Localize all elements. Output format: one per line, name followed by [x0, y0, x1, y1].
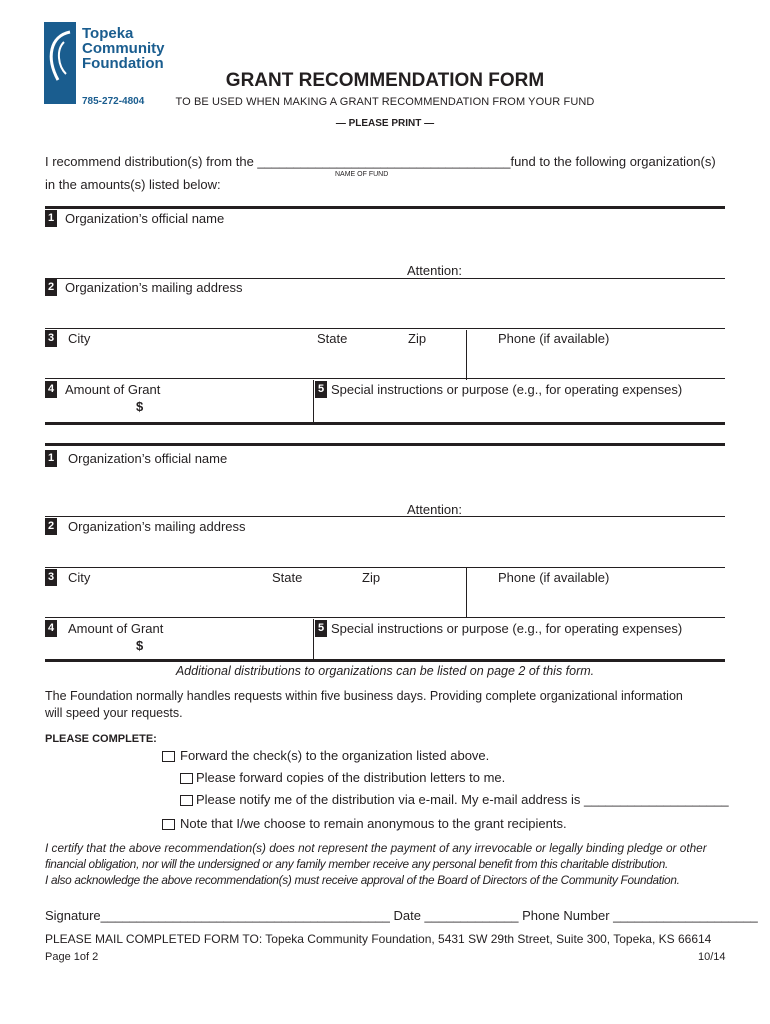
certify-line-3: I also acknowledge the above recommendation(s) must receive approval of the Board of Directors of the Community Foundation. [45, 873, 680, 887]
org1-mailing-address-label: Organization’s mailing address [65, 280, 243, 295]
please-complete-heading: PLEASE COMPLETE: [45, 733, 157, 745]
forward-copies-checkbox[interactable] [180, 773, 193, 784]
anonymous-checkbox[interactable] [162, 819, 175, 830]
org2-state-label: State [272, 570, 303, 585]
org2-attention-label: Attention: [407, 502, 462, 517]
org2-phone-label: Phone (if available) [498, 570, 610, 585]
intro-line-1: I recommend distribution(s) from the ___________________________________fund to the following organization(s) [45, 154, 716, 169]
org1-num-4: 4 [45, 381, 57, 398]
org2-bottom-rule [45, 659, 725, 662]
notify-email-checkbox[interactable] [180, 795, 193, 806]
org1-rule-2 [45, 278, 725, 279]
org2-rule-2 [45, 516, 725, 517]
org1-phone-label: Phone (if available) [498, 331, 610, 346]
org2-rule-4 [45, 617, 725, 618]
org2-special-divider [313, 619, 314, 661]
org2-special-label: Special instructions or purpose (e.g., for operating expenses) [331, 621, 683, 636]
org1-num-3: 3 [45, 330, 57, 347]
org2-num-1: 1 [45, 450, 57, 467]
org1-official-name-label: Organization’s official name [65, 211, 225, 226]
form-subtitle: TO BE USED WHEN MAKING A GRANT RECOMMENDATION FROM YOUR FUND [175, 96, 595, 108]
foundation-note-2: will speed your requests. [45, 706, 183, 720]
org2-num-5: 5 [315, 620, 327, 637]
org1-top-rule [45, 206, 725, 209]
notify-email-label: Please notify me of the distribution via e-mail. My e-mail address is ____________________ [196, 792, 729, 807]
org2-amount-label: Amount of Grant [68, 621, 164, 636]
fund-name-caption: NAME OF FUND [335, 171, 389, 178]
foundation-note-1: The Foundation normally handles requests within five business days. Providing complete organizational information [45, 689, 683, 703]
org1-state-label: State [317, 331, 348, 346]
org2-zip-label: Zip [362, 570, 381, 585]
org1-num-2: 2 [45, 279, 57, 296]
org1-zip-label: Zip [408, 331, 427, 346]
org2-num-4: 4 [45, 620, 57, 637]
forward-copies-label: Please forward copies of the distribution letters to me. [196, 770, 506, 785]
org1-num-1: 1 [45, 210, 57, 227]
org2-phone-divider [466, 568, 467, 618]
org1-dollar-sign: $ [136, 399, 144, 414]
org1-special-label: Special instructions or purpose (e.g., for operating expenses) [331, 382, 683, 397]
form-date: 10/14 [698, 951, 726, 963]
org1-rule-4 [45, 378, 725, 379]
signature-line: Signature________________________________________ Date _____________ Phone Number ____________________ [45, 908, 758, 923]
org1-bottom-rule [45, 422, 725, 425]
org1-rule-3 [45, 328, 725, 329]
org1-city-label: City [68, 331, 91, 346]
org2-top-rule [45, 443, 725, 446]
anonymous-label: Note that I/we choose to remain anonymous to the grant recipients. [180, 816, 567, 831]
org1-phone-divider [466, 330, 467, 380]
logo-phone: 785-272-4804 [82, 96, 145, 107]
page-number: Page 1of 2 [45, 951, 99, 963]
org2-dollar-sign: $ [136, 638, 144, 653]
forward-checks-checkbox[interactable] [162, 751, 175, 762]
mail-to-line: PLEASE MAIL COMPLETED FORM TO: Topeka Community Foundation, 5431 SW 29th Street, Suite 300, Topeka, KS 66614 [45, 932, 712, 946]
intro-line-2: in the amounts(s) listed below: [45, 177, 221, 192]
org2-mailing-address-label: Organization’s mailing address [68, 519, 246, 534]
org2-city-label: City [68, 570, 91, 585]
certify-line-2: financial obligation, nor will the undersigned or any family member receive any personal benefit from this charitable distribution. [45, 857, 668, 871]
org1-special-divider [313, 380, 314, 422]
forward-checks-label: Forward the check(s) to the organization listed above. [180, 748, 490, 763]
certify-line-1: I certify that the above recommendation(s) does not represent the payment of any irrevocable or legally binding pledge or other [45, 841, 707, 855]
org1-num-5: 5 [315, 381, 327, 398]
org2-rule-3 [45, 567, 725, 568]
logo-wordmark: Topeka Community Foundation [82, 25, 165, 72]
org1-attention-label: Attention: [407, 263, 462, 278]
additional-note: Additional distributions to organizations can be listed on page 2 of this form. [175, 664, 595, 678]
org2-num-3: 3 [45, 569, 57, 586]
org2-num-2: 2 [45, 518, 57, 535]
org2-official-name-label: Organization’s official name [68, 451, 228, 466]
org1-amount-label: Amount of Grant [65, 382, 161, 397]
form-title: GRANT RECOMMENDATION FORM [225, 70, 545, 91]
please-print-note: — PLEASE PRINT — [335, 118, 435, 129]
